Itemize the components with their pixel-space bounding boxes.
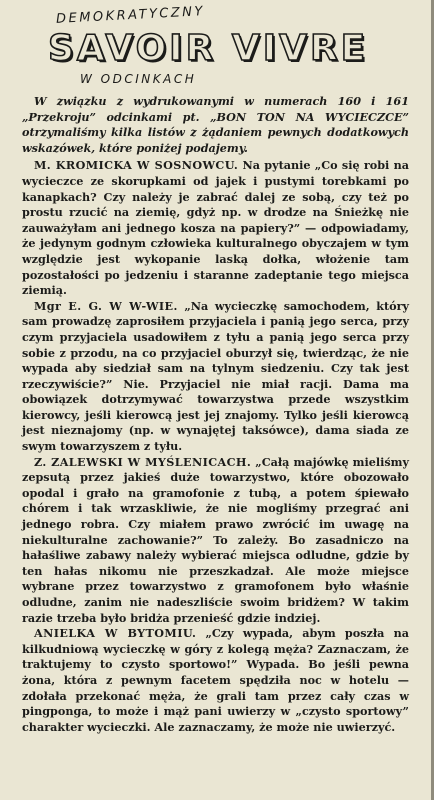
column-masthead [22, 0, 409, 94]
letter-text: Na pytanie „Co się robi na wycieczce ze skorupkami od jajek i pustymi torebkami po kanapkach? Czy należy je zabrać dalej ze sobą, czy też po prostu rzucić na ziemię, gdyż np. w drodze na Śnieżkę nie zauważyłam ani jednego kosza na papiery?” — odpowiadamy, że jedynym godnym człowieka kulturalnego obyczajem w tym względzie jest wykopanie laską dołka, włożenie tam pozostałości po jedzeniu i staranne zadeptanie tego miejsca ziemią. [22, 158, 409, 298]
masthead-title: SAVOIR VIVRE [48, 28, 369, 69]
letter-text: „Na wycieczkę samochodem, który sam prowadzę zaprosiłem przyjaciela i panią jego serca, przy czym przyjaciela usadowiłem z tyłu a panią jego serca przy sobie z przodu, na co przyjaciel oburzył się, twierdząc, że nie wypada aby siedział sam na tylnym siedzeniu. Czy tak jest rzeczywiście?” Nie. Przyjaciel nie miał racji. Dama ma obowiązek dotrzymywać towarzystwa przede wszystkim kierowcy, jeśli kierowcą jest jej znajomy. Tylko jeśli kierowcą jest nieznajomy (np. w wynajętej taksówce), dama siada ze swym towarzyszem z tyłu. [22, 298, 409, 454]
letter-text: „Całą majówkę mieliśmy zepsutą przez jakieś duże towarzystwo, które obozowało opodal i grało na gramofonie z tubą, a potem śpiewało chórem i tak wrzaskliwie, że nie mogliśmy przegrać ani jednego robra. Czy miałem prawo zwrócić im uwagę na niekulturalne zachowanie?” To zależy. Bo zasadniczo na hałaśliwe zabawy należy wybierać miejsca odludne, gdzie by ten hałas nikomu nie przeszkadzał. Ale może miejsce wybrane przez towarzystwo z gramofonem było właśnie odludne, zanim nie nadeszliście swoim bridżem? W takim razie trzeba było bridża przenieść gdzie indziej. [22, 454, 409, 625]
letter-paragraph [22, 299, 409, 455]
intro-paragraph: W związku z wydrukowanymi w numerach 160 i 161 „Przekroju” odcinkami pt. „BON TON NA WYCIECZCE” otrzymaliśmy kilka listów z żądaniem pewnych dodatkowych wskazówek, które poniżej podajemy. [22, 94, 409, 155]
letter-paragraph [22, 158, 409, 298]
letter-paragraph [22, 626, 409, 735]
letter-paragraph [22, 455, 409, 627]
letter-text: „Czy wypada, abym poszła na kilkudniową wycieczkę w góry z kolegą męża? Zaznaczam, że traktujemy to czysto sportowo!” Wypada. Bo jeśli pewna żona, która z pewnym facetem spędziła noc w hotelu — zdołała przekonać męża, że grali tam przez cały czas w pingponga, to może i mąż pani uwierzy w „czysto sportowy” charakter wycieczki. Ale zaznaczamy, że może nie uwierzyć. [22, 626, 409, 734]
masthead-kicker: DEMOKRATYCZNY [55, 4, 206, 27]
letter-author: M. KROMICKA W SOSNOWCU. [34, 158, 239, 173]
letter-author: Z. ZALEWSKI W MYŚLENICACH. [34, 454, 252, 469]
letter-author: Mgr E. G. W W-WIE. [34, 298, 178, 313]
masthead-subkicker: W ODCINKACH [80, 72, 197, 86]
letter-author: ANIELKA W BYTOMIU. [34, 626, 197, 641]
